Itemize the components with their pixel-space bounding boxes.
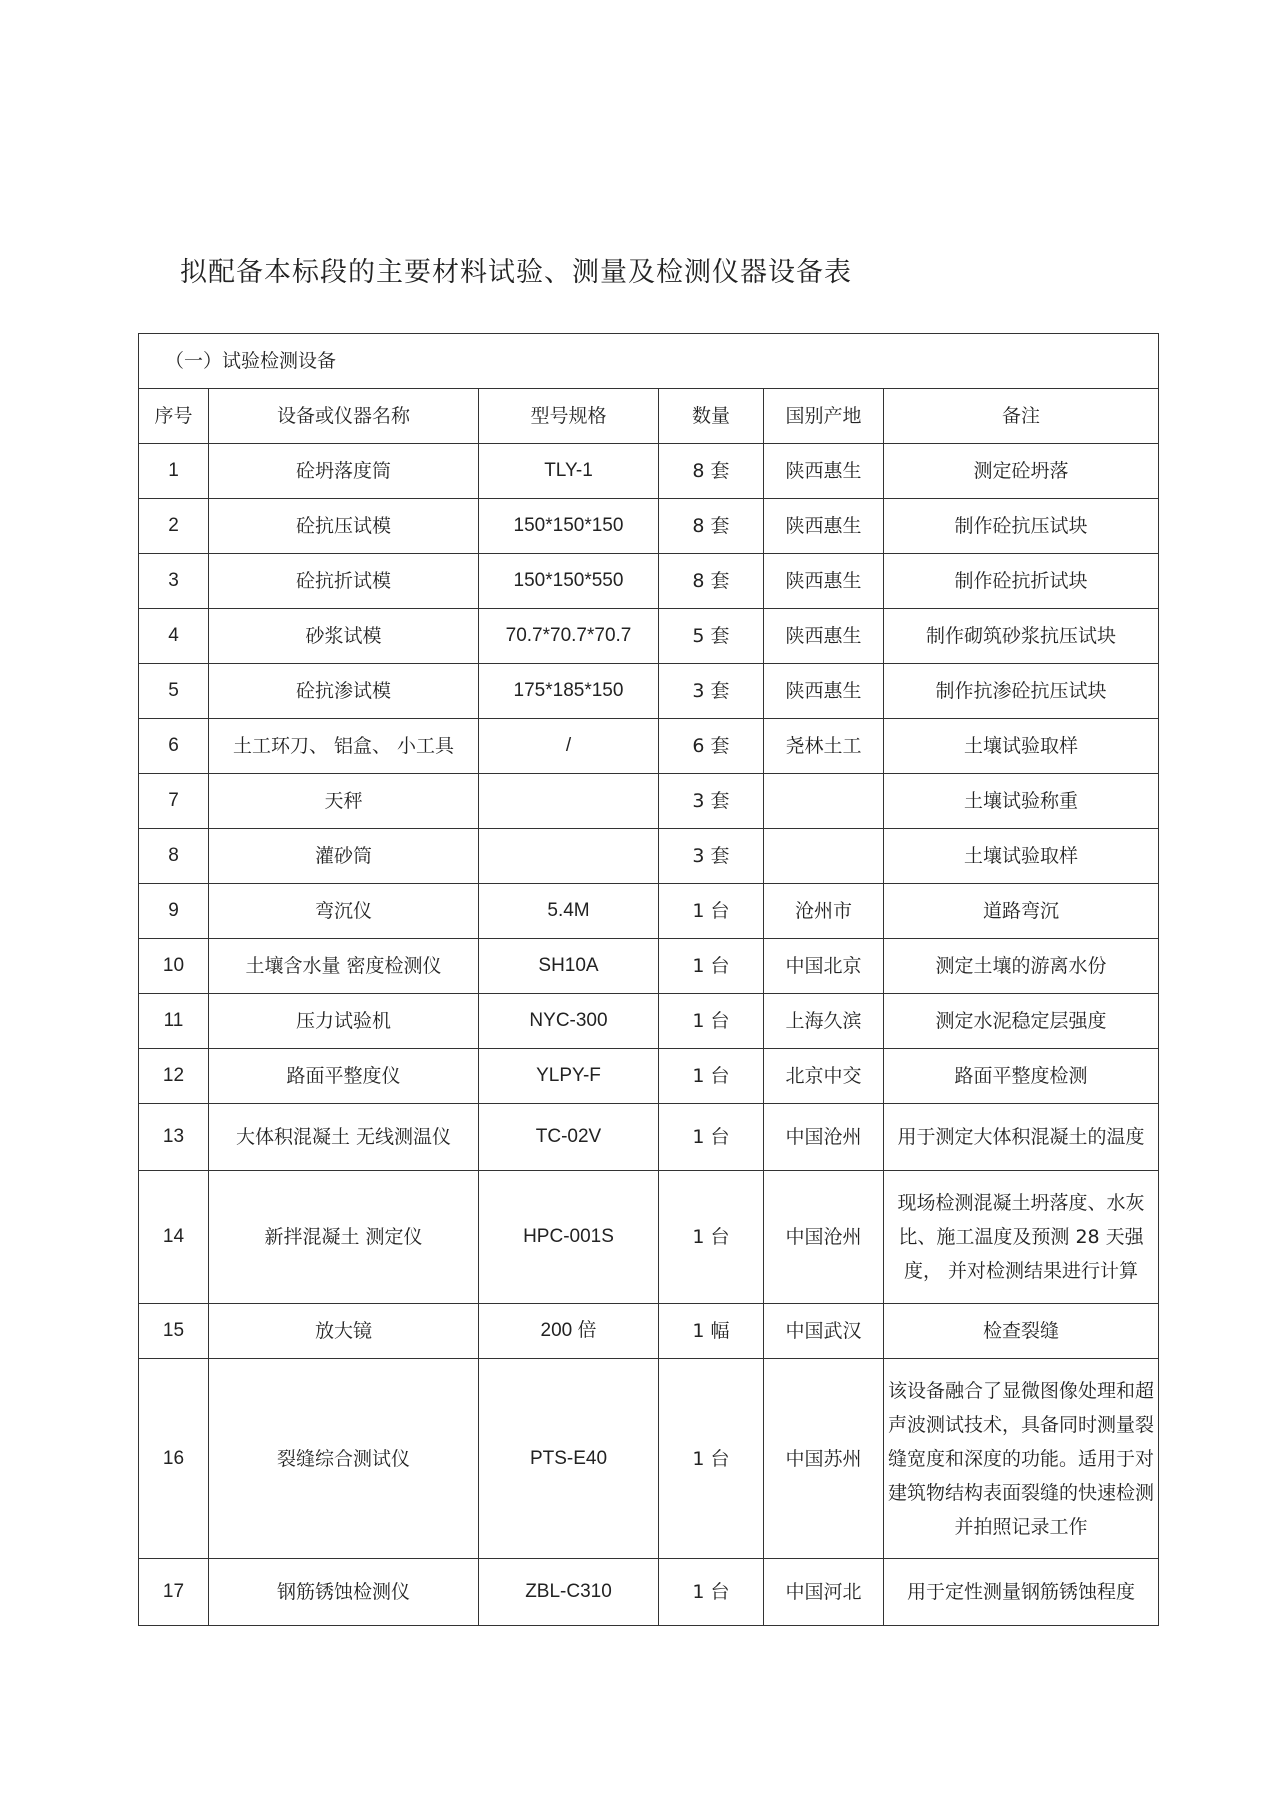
quantity: 3 套 bbox=[659, 664, 764, 719]
quantity: 1 台 bbox=[659, 939, 764, 994]
quantity: 6 套 bbox=[659, 719, 764, 774]
equipment-name: 放大镜 bbox=[209, 1304, 479, 1359]
origin: 中国沧州 bbox=[764, 1171, 884, 1304]
remark: 制作砼抗压试块 bbox=[884, 499, 1159, 554]
equipment-name: 砼坍落度筒 bbox=[209, 444, 479, 499]
origin: 中国沧州 bbox=[764, 1104, 884, 1171]
row-number: 4 bbox=[139, 609, 209, 664]
model-spec: PTS-E40 bbox=[479, 1359, 659, 1559]
model-spec: 70.7*70.7*70.7 bbox=[479, 609, 659, 664]
remark: 道路弯沉 bbox=[884, 884, 1159, 939]
origin: 尧林土工 bbox=[764, 719, 884, 774]
header-cell: 数量 bbox=[659, 389, 764, 444]
header-cell: 备注 bbox=[884, 389, 1159, 444]
equipment-name: 新拌混凝土 测定仪 bbox=[209, 1171, 479, 1304]
table-row bbox=[139, 1171, 1159, 1304]
quantity: 3 套 bbox=[659, 774, 764, 829]
remark: 土壤试验称重 bbox=[884, 774, 1159, 829]
quantity: 1 台 bbox=[659, 994, 764, 1049]
equipment-name: 砼抗压试模 bbox=[209, 499, 479, 554]
remark: 制作砌筑砂浆抗压试块 bbox=[884, 609, 1159, 664]
table-row bbox=[139, 499, 1159, 554]
origin: 陕西惠生 bbox=[764, 609, 884, 664]
model-spec: 200 倍 bbox=[479, 1304, 659, 1359]
row-number: 14 bbox=[139, 1171, 209, 1304]
row-number: 9 bbox=[139, 884, 209, 939]
table-row bbox=[139, 444, 1159, 499]
remark: 用于测定大体积混凝土的温度 bbox=[884, 1104, 1159, 1171]
table-row bbox=[139, 719, 1159, 774]
row-number: 15 bbox=[139, 1304, 209, 1359]
section-row bbox=[139, 334, 1159, 389]
remark: 测定砼坍落 bbox=[884, 444, 1159, 499]
origin: 北京中交 bbox=[764, 1049, 884, 1104]
equipment-name: 砼抗渗试模 bbox=[209, 664, 479, 719]
row-number: 5 bbox=[139, 664, 209, 719]
origin: 沧州市 bbox=[764, 884, 884, 939]
row-number: 11 bbox=[139, 994, 209, 1049]
equipment-name: 土壤含水量 密度检测仪 bbox=[209, 939, 479, 994]
table-row bbox=[139, 1359, 1159, 1559]
row-number: 2 bbox=[139, 499, 209, 554]
remark: 该设备融合了显微图像处理和超声波测试技术，具备同时测量裂缝宽度和深度的功能。适用于对建筑物结构表面裂缝的快速检测并拍照记录工作 bbox=[884, 1359, 1159, 1559]
model-spec: TC-02V bbox=[479, 1104, 659, 1171]
quantity: 1 台 bbox=[659, 1104, 764, 1171]
origin: 中国河北 bbox=[764, 1559, 884, 1626]
quantity: 8 套 bbox=[659, 554, 764, 609]
table-row bbox=[139, 774, 1159, 829]
equipment-name: 弯沉仪 bbox=[209, 884, 479, 939]
equipment-name: 天秤 bbox=[209, 774, 479, 829]
origin: 中国武汉 bbox=[764, 1304, 884, 1359]
row-number: 8 bbox=[139, 829, 209, 884]
model-spec: 150*150*150 bbox=[479, 499, 659, 554]
quantity: 3 套 bbox=[659, 829, 764, 884]
table-row bbox=[139, 994, 1159, 1049]
model-spec: 150*150*550 bbox=[479, 554, 659, 609]
model-spec bbox=[479, 829, 659, 884]
model-spec: 175*185*150 bbox=[479, 664, 659, 719]
remark: 路面平整度检测 bbox=[884, 1049, 1159, 1104]
table-row bbox=[139, 939, 1159, 994]
quantity: 1 台 bbox=[659, 1559, 764, 1626]
table-row bbox=[139, 884, 1159, 939]
quantity: 5 套 bbox=[659, 609, 764, 664]
quantity: 1 台 bbox=[659, 1359, 764, 1559]
header-cell: 序号 bbox=[139, 389, 209, 444]
remark: 土壤试验取样 bbox=[884, 829, 1159, 884]
model-spec: 5.4M bbox=[479, 884, 659, 939]
row-number: 16 bbox=[139, 1359, 209, 1559]
remark: 用于定性测量钢筋锈蚀程度 bbox=[884, 1559, 1159, 1626]
row-number: 12 bbox=[139, 1049, 209, 1104]
equipment-name: 裂缝综合测试仪 bbox=[209, 1359, 479, 1559]
row-number: 3 bbox=[139, 554, 209, 609]
quantity: 1 台 bbox=[659, 1171, 764, 1304]
row-number: 17 bbox=[139, 1559, 209, 1626]
table-row bbox=[139, 554, 1159, 609]
table-row bbox=[139, 1304, 1159, 1359]
row-number: 13 bbox=[139, 1104, 209, 1171]
row-number: 1 bbox=[139, 444, 209, 499]
equipment-table bbox=[138, 333, 1159, 1626]
quantity: 8 套 bbox=[659, 444, 764, 499]
remark: 现场检测混凝土坍落度、水灰比、施工温度及预测 28 天强度， 并对检测结果进行计算 bbox=[884, 1171, 1159, 1304]
model-spec bbox=[479, 774, 659, 829]
equipment-name: 钢筋锈蚀检测仪 bbox=[209, 1559, 479, 1626]
table-row bbox=[139, 1559, 1159, 1626]
remark: 检查裂缝 bbox=[884, 1304, 1159, 1359]
model-spec: HPC-001S bbox=[479, 1171, 659, 1304]
model-spec: TLY-1 bbox=[479, 444, 659, 499]
model-spec: NYC-300 bbox=[479, 994, 659, 1049]
model-spec: SH10A bbox=[479, 939, 659, 994]
remark: 测定土壤的游离水份 bbox=[884, 939, 1159, 994]
origin: 陕西惠生 bbox=[764, 554, 884, 609]
model-spec: ZBL-C310 bbox=[479, 1559, 659, 1626]
origin: 陕西惠生 bbox=[764, 499, 884, 554]
quantity: 8 套 bbox=[659, 499, 764, 554]
origin: 上海久滨 bbox=[764, 994, 884, 1049]
row-number: 7 bbox=[139, 774, 209, 829]
header-cell: 国别产地 bbox=[764, 389, 884, 444]
table-row bbox=[139, 664, 1159, 719]
quantity: 1 幅 bbox=[659, 1304, 764, 1359]
remark: 制作抗渗砼抗压试块 bbox=[884, 664, 1159, 719]
equipment-name: 砂浆试模 bbox=[209, 609, 479, 664]
origin: 陕西惠生 bbox=[764, 664, 884, 719]
origin: 中国苏州 bbox=[764, 1359, 884, 1559]
equipment-name: 压力试验机 bbox=[209, 994, 479, 1049]
table-row bbox=[139, 829, 1159, 884]
origin bbox=[764, 774, 884, 829]
header-row bbox=[139, 389, 1159, 444]
section-label: （一）试验检测设备 bbox=[139, 334, 1159, 389]
table-row bbox=[139, 1104, 1159, 1171]
model-spec: YLPY-F bbox=[479, 1049, 659, 1104]
row-number: 10 bbox=[139, 939, 209, 994]
equipment-name: 大体积混凝土 无线测温仪 bbox=[209, 1104, 479, 1171]
quantity: 1 台 bbox=[659, 1049, 764, 1104]
row-number: 6 bbox=[139, 719, 209, 774]
remark: 土壤试验取样 bbox=[884, 719, 1159, 774]
table-row bbox=[139, 609, 1159, 664]
equipment-name: 砼抗折试模 bbox=[209, 554, 479, 609]
remark: 测定水泥稳定层强度 bbox=[884, 994, 1159, 1049]
remark: 制作砼抗折试块 bbox=[884, 554, 1159, 609]
equipment-name: 灌砂筒 bbox=[209, 829, 479, 884]
equipment-name: 土工环刀、 铝盒、 小工具 bbox=[209, 719, 479, 774]
header-cell: 型号规格 bbox=[479, 389, 659, 444]
origin: 陕西惠生 bbox=[764, 444, 884, 499]
document-title: 拟配备本标段的主要材料试验、测量及检测仪器设备表 bbox=[180, 257, 852, 288]
equipment-name: 路面平整度仪 bbox=[209, 1049, 479, 1104]
origin bbox=[764, 829, 884, 884]
header-cell: 设备或仪器名称 bbox=[209, 389, 479, 444]
origin: 中国北京 bbox=[764, 939, 884, 994]
quantity: 1 台 bbox=[659, 884, 764, 939]
model-spec: / bbox=[479, 719, 659, 774]
table-row bbox=[139, 1049, 1159, 1104]
